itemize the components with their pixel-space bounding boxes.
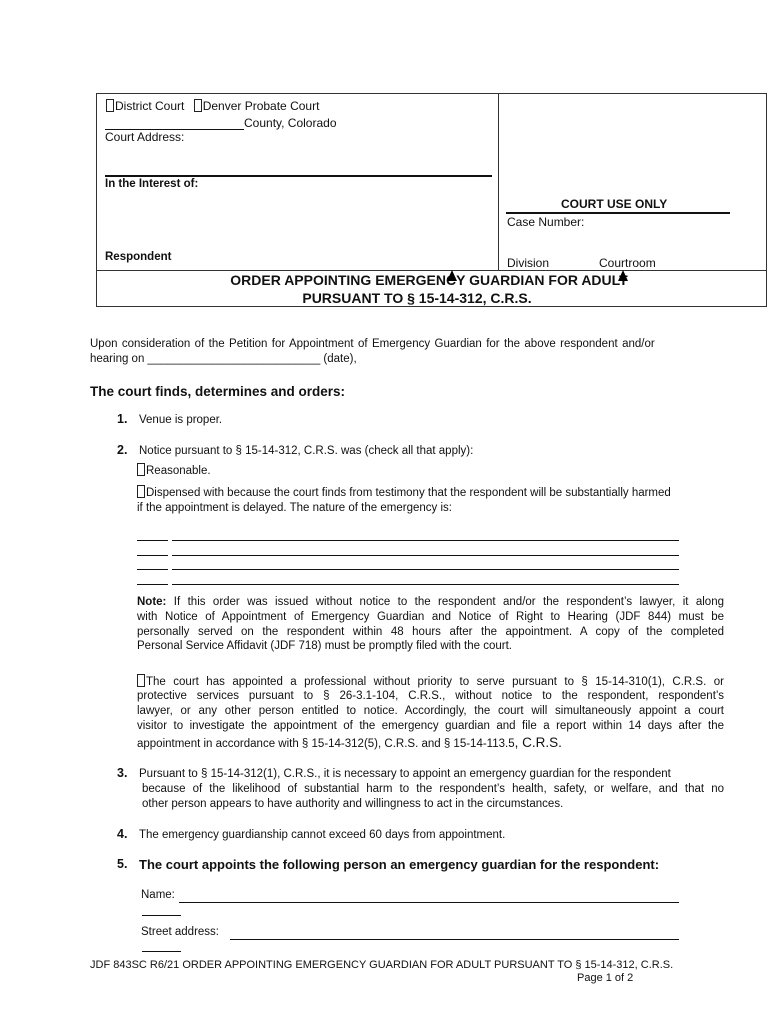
item-3-number: 3. — [117, 766, 128, 780]
intro-line1: Upon consideration of the Petition for Appointment of Emergency Guardian for the above respondent and/or — [90, 338, 655, 350]
item-2-number: 2. — [117, 443, 128, 457]
reasonable-checkbox[interactable] — [137, 463, 145, 476]
denver-probate-label: Denver Probate Court — [202, 99, 320, 113]
caption-divider — [498, 93, 499, 270]
item-1-text: Venue is proper. — [139, 414, 223, 426]
street-field-cont[interactable] — [142, 951, 181, 952]
court-use-only: COURT USE ONLY — [561, 197, 668, 211]
item-3-line3: other person appears to have authority and willingness to act in the circumstances. — [142, 798, 564, 810]
title-divider — [96, 270, 767, 271]
district-court-checkbox[interactable] — [106, 99, 114, 112]
court-use-rule — [506, 212, 730, 214]
prof-text-5a: appointment in accordance with § 15-14-312(5), C.R.S. and § 15-14-113.5 — [137, 738, 515, 750]
prof-line4: visitor to investigate the appointment of the emergency guardian and file a report within 14 days after the — [137, 720, 724, 732]
dispensed-line2: if the appointment is delayed. The nature of the emergency is: — [137, 502, 452, 514]
order-title-line1: ORDER APPOINTING EMERGENCY GUARDIAN FOR ADULT — [230, 272, 628, 288]
name-label: Name: — [141, 889, 175, 901]
professional-checkbox[interactable] — [137, 674, 145, 687]
district-court-label: District Court — [115, 99, 185, 113]
emergency-blank-1a[interactable] — [137, 540, 168, 541]
case-number-label: Case Number: — [507, 215, 585, 229]
note-text-1: If this order was issued without notice to the respondent and/or the respondent’s lawyer, it along — [166, 596, 724, 608]
dispensed-label: Dispensed with because the court finds from testimony that the respondent will be substantially harmed — [146, 487, 671, 499]
item-1-number: 1. — [117, 412, 128, 426]
order-title-line2: PURSUANT TO § 15-14-312, C.R.S. — [302, 290, 532, 306]
prof-text-1: The court has appointed a professional without priority to serve pursuant to § 15-14-310(1), C.R.S. or — [146, 676, 724, 688]
note-line1 — [137, 596, 724, 608]
prof-text-5b: , C.R.S. — [514, 735, 562, 750]
court-options — [106, 99, 319, 113]
intro-line2: hearing on ___________________________ (date), — [90, 353, 357, 365]
item-5-text: The court appoints the following person an emergency guardian for the respondent: — [139, 857, 660, 872]
emergency-blank-1b[interactable] — [172, 540, 679, 541]
court-address-rule — [105, 175, 492, 177]
respondent-label: Respondent — [105, 251, 172, 263]
county-label: County, Colorado — [244, 116, 337, 130]
emergency-blank-3a[interactable] — [137, 569, 168, 570]
prof-line5 — [137, 735, 562, 750]
item-3-line1: Pursuant to § 15-14-312(1), C.R.S., it is necessary to appoint an emergency guardian for the respondent — [139, 768, 671, 780]
prof-line3: lawyer, or any other person entitled to notice. Accordingly, the court will simultaneously appoint a court — [137, 705, 724, 717]
note-line3: personally served on the respondent within 48 hours after the appointment. A copy of the completed — [137, 626, 724, 638]
note-label: Note: — [137, 596, 167, 608]
name-field[interactable] — [179, 902, 679, 903]
item-3-line2: because of the likelihood of substantial harm to the respondent’s health, safety, or welfare, and that no — [142, 783, 724, 795]
footer-form-line: JDF 843SC R6/21 ORDER APPOINTING EMERGENCY GUARDIAN FOR ADULT PURSUANT TO § 15-14-312, C.R.S. — [90, 959, 674, 971]
findings-heading: The court finds, determines and orders: — [90, 384, 346, 399]
reasonable-label: Reasonable. — [146, 465, 211, 477]
item-4-number: 4. — [117, 827, 128, 841]
emergency-blank-4b[interactable] — [172, 584, 679, 585]
name-field-cont[interactable] — [142, 915, 181, 916]
prof-line2: protective services pursuant to § 26-3.1-104, C.R.S., without notice to the respondent, respondent’s — [137, 690, 724, 702]
reasonable-option — [137, 463, 211, 477]
street-field[interactable] — [230, 939, 679, 940]
prof-line1 — [137, 674, 724, 688]
denver-probate-checkbox[interactable] — [194, 99, 202, 112]
emergency-blank-2a[interactable] — [137, 555, 168, 556]
emergency-blank-2b[interactable] — [172, 555, 679, 556]
note-line4: Personal Service Affidavit (JDF 718) must be promptly filed with the court. — [137, 640, 512, 652]
footer-page: Page 1 of 2 — [577, 972, 634, 984]
street-label: Street address: — [141, 926, 219, 938]
emergency-blank-3b[interactable] — [172, 569, 679, 570]
emergency-blank-4a[interactable] — [137, 584, 168, 585]
item-4-text: The emergency guardianship cannot exceed 60 days from appointment. — [139, 829, 506, 841]
dispensed-checkbox[interactable] — [137, 485, 145, 498]
cursor-marker-icon — [447, 270, 457, 281]
dispensed-option — [137, 485, 671, 499]
in-interest-label: In the Interest of: — [105, 178, 199, 190]
note-line2: with Notice of Appointment of Emergency Guardian and Notice of Right to Hearing (JDF 844) must be — [137, 611, 724, 623]
item-5-number: 5. — [117, 857, 128, 871]
item-2-text: Notice pursuant to § 15-14-312, C.R.S. was (check all that apply): — [139, 445, 474, 457]
court-address-label: Court Address: — [105, 130, 185, 144]
cursor-marker-icon — [618, 270, 628, 281]
courtroom-label: Courtroom — [599, 256, 656, 270]
division-label: Division — [507, 256, 550, 270]
